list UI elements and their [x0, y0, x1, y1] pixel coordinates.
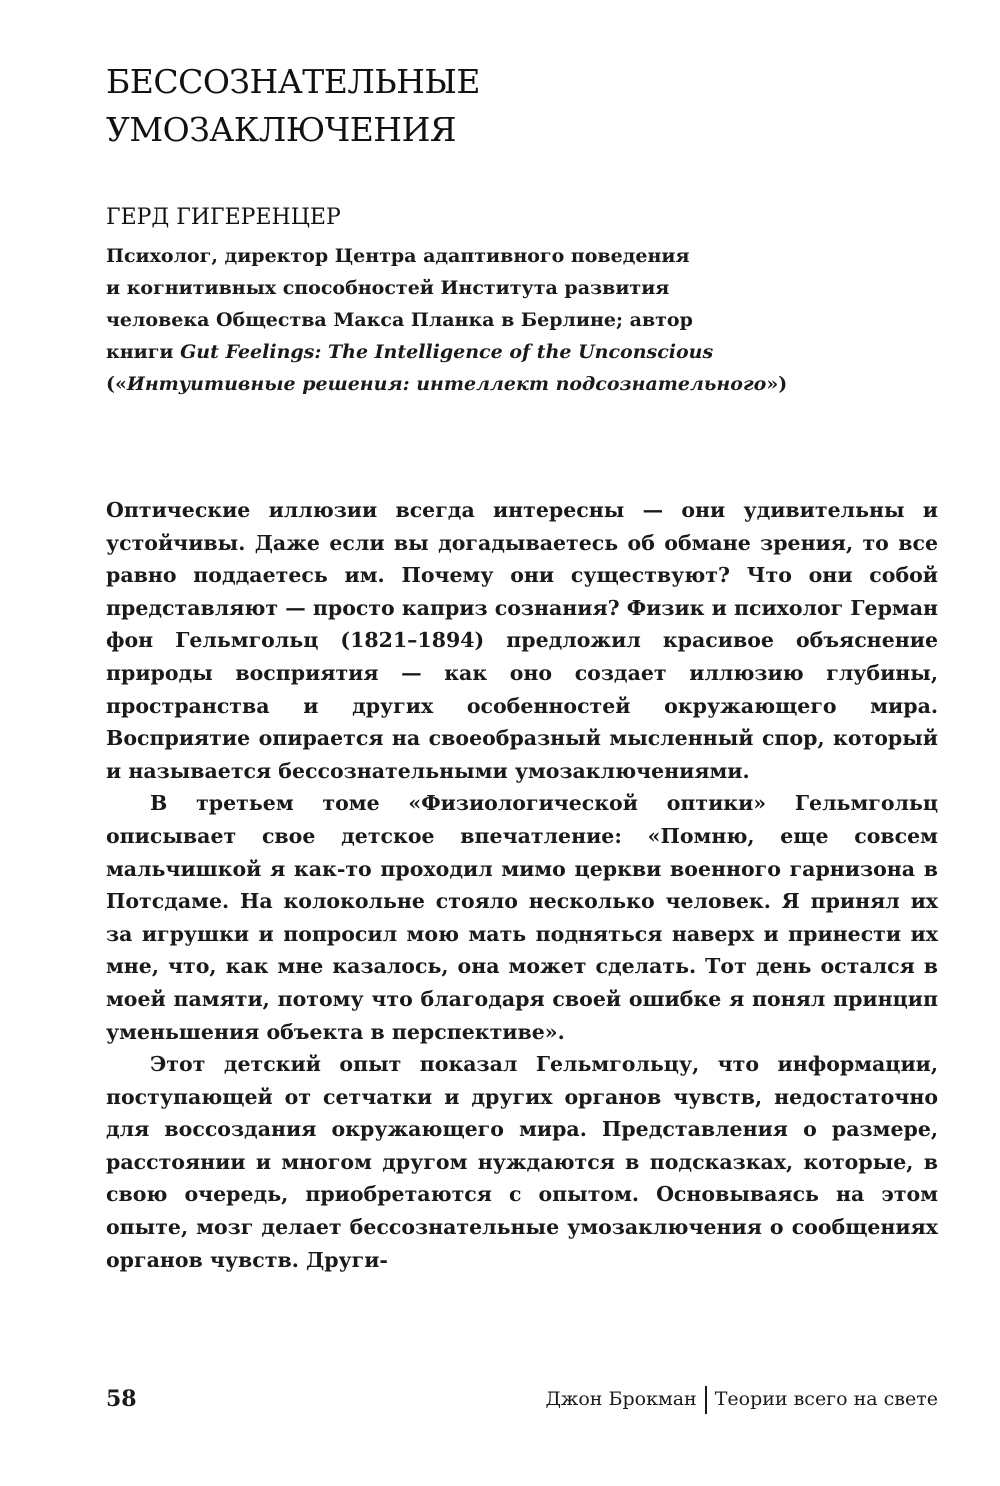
- title-line: УМОЗАКЛЮЧЕНИЯ: [106, 110, 457, 149]
- book-title: Теории всего на свете: [714, 1388, 938, 1410]
- article-body: [106, 494, 938, 1276]
- bio-book-prefix: книги: [106, 341, 181, 363]
- bio-line: человека Общества Макса Планка в Берлине; автор: [106, 309, 693, 331]
- book-author: Джон Брокман: [545, 1388, 697, 1410]
- bio-line: [106, 368, 946, 400]
- bio-book-title-original: Gut Feelings: The Intelligence of the Unconscious: [180, 341, 714, 363]
- paragraph: Этот детский опыт показал Гельмгольцу, что информации, поступающей от сетчатки и других органов чувств, недостаточно для воссоздания окружающего мира. Представления о размере, расстоянии и многом другом нуждаются в подсказках, которые, в свою очередь, приобретаются с опытом. Основываясь на этом опыте, мозг делает бессознательные умозаключения о сообщениях органов чувств. Други-: [106, 1052, 938, 1272]
- page-number: 58: [106, 1386, 137, 1412]
- paragraph: Оптические иллюзии всегда интересны — они удивительны и устойчивы. Даже если вы догадываетесь об обмане зрения, то все равно поддаетесь им. Почему они существуют? Что они собой представляют — просто каприз сознания? Физик и психолог Герман фон Гельмгольц (1821–1894) предложил красивое объяснение природы восприятия — как оно создает иллюзию глубины, пространства и других особенностей окружающего мира. Восприятие опирается на своеобразный мысленный спор, который и называется бессознательными умозаключениями.: [106, 498, 939, 783]
- bio-line: и когнитивных способностей Института развития: [106, 277, 670, 299]
- article-title: [106, 58, 480, 154]
- bio-line: Психолог, директор Центра адаптивного поведения: [106, 245, 690, 267]
- author-name: ГЕРД ГИГЕРЕНЦЕР: [106, 205, 341, 230]
- running-head-separator: [705, 1386, 707, 1414]
- bio-book-title-russian: Интуитивные решения: интеллект подсознательного: [126, 373, 767, 395]
- bio-paren-close: »): [766, 373, 788, 395]
- bio-paren-open: («: [106, 373, 127, 395]
- paragraph: В третьем томе «Физиологической оптики» Гельмгольц описывает свое детское впечатление: «Помню, еще совсем мальчишкой я как-то проходил мимо церкви военного гарнизона в Потсдаме. На колокольне стояло несколько человек. Я принял их за игрушки и попросил мою мать подняться наверх и принести их мне, что, как мне казалось, она может сделать. Тот день остался в моей памяти, потому что благодаря своей ошибке я понял принцип уменьшения объекта в перспективе».: [106, 791, 938, 1044]
- page-footer: [106, 1384, 938, 1414]
- bio-line: [106, 336, 946, 368]
- running-head: [545, 1384, 938, 1414]
- author-bio: [106, 240, 946, 400]
- title-line: БЕССОЗНАТЕЛЬНЫЕ: [106, 62, 480, 101]
